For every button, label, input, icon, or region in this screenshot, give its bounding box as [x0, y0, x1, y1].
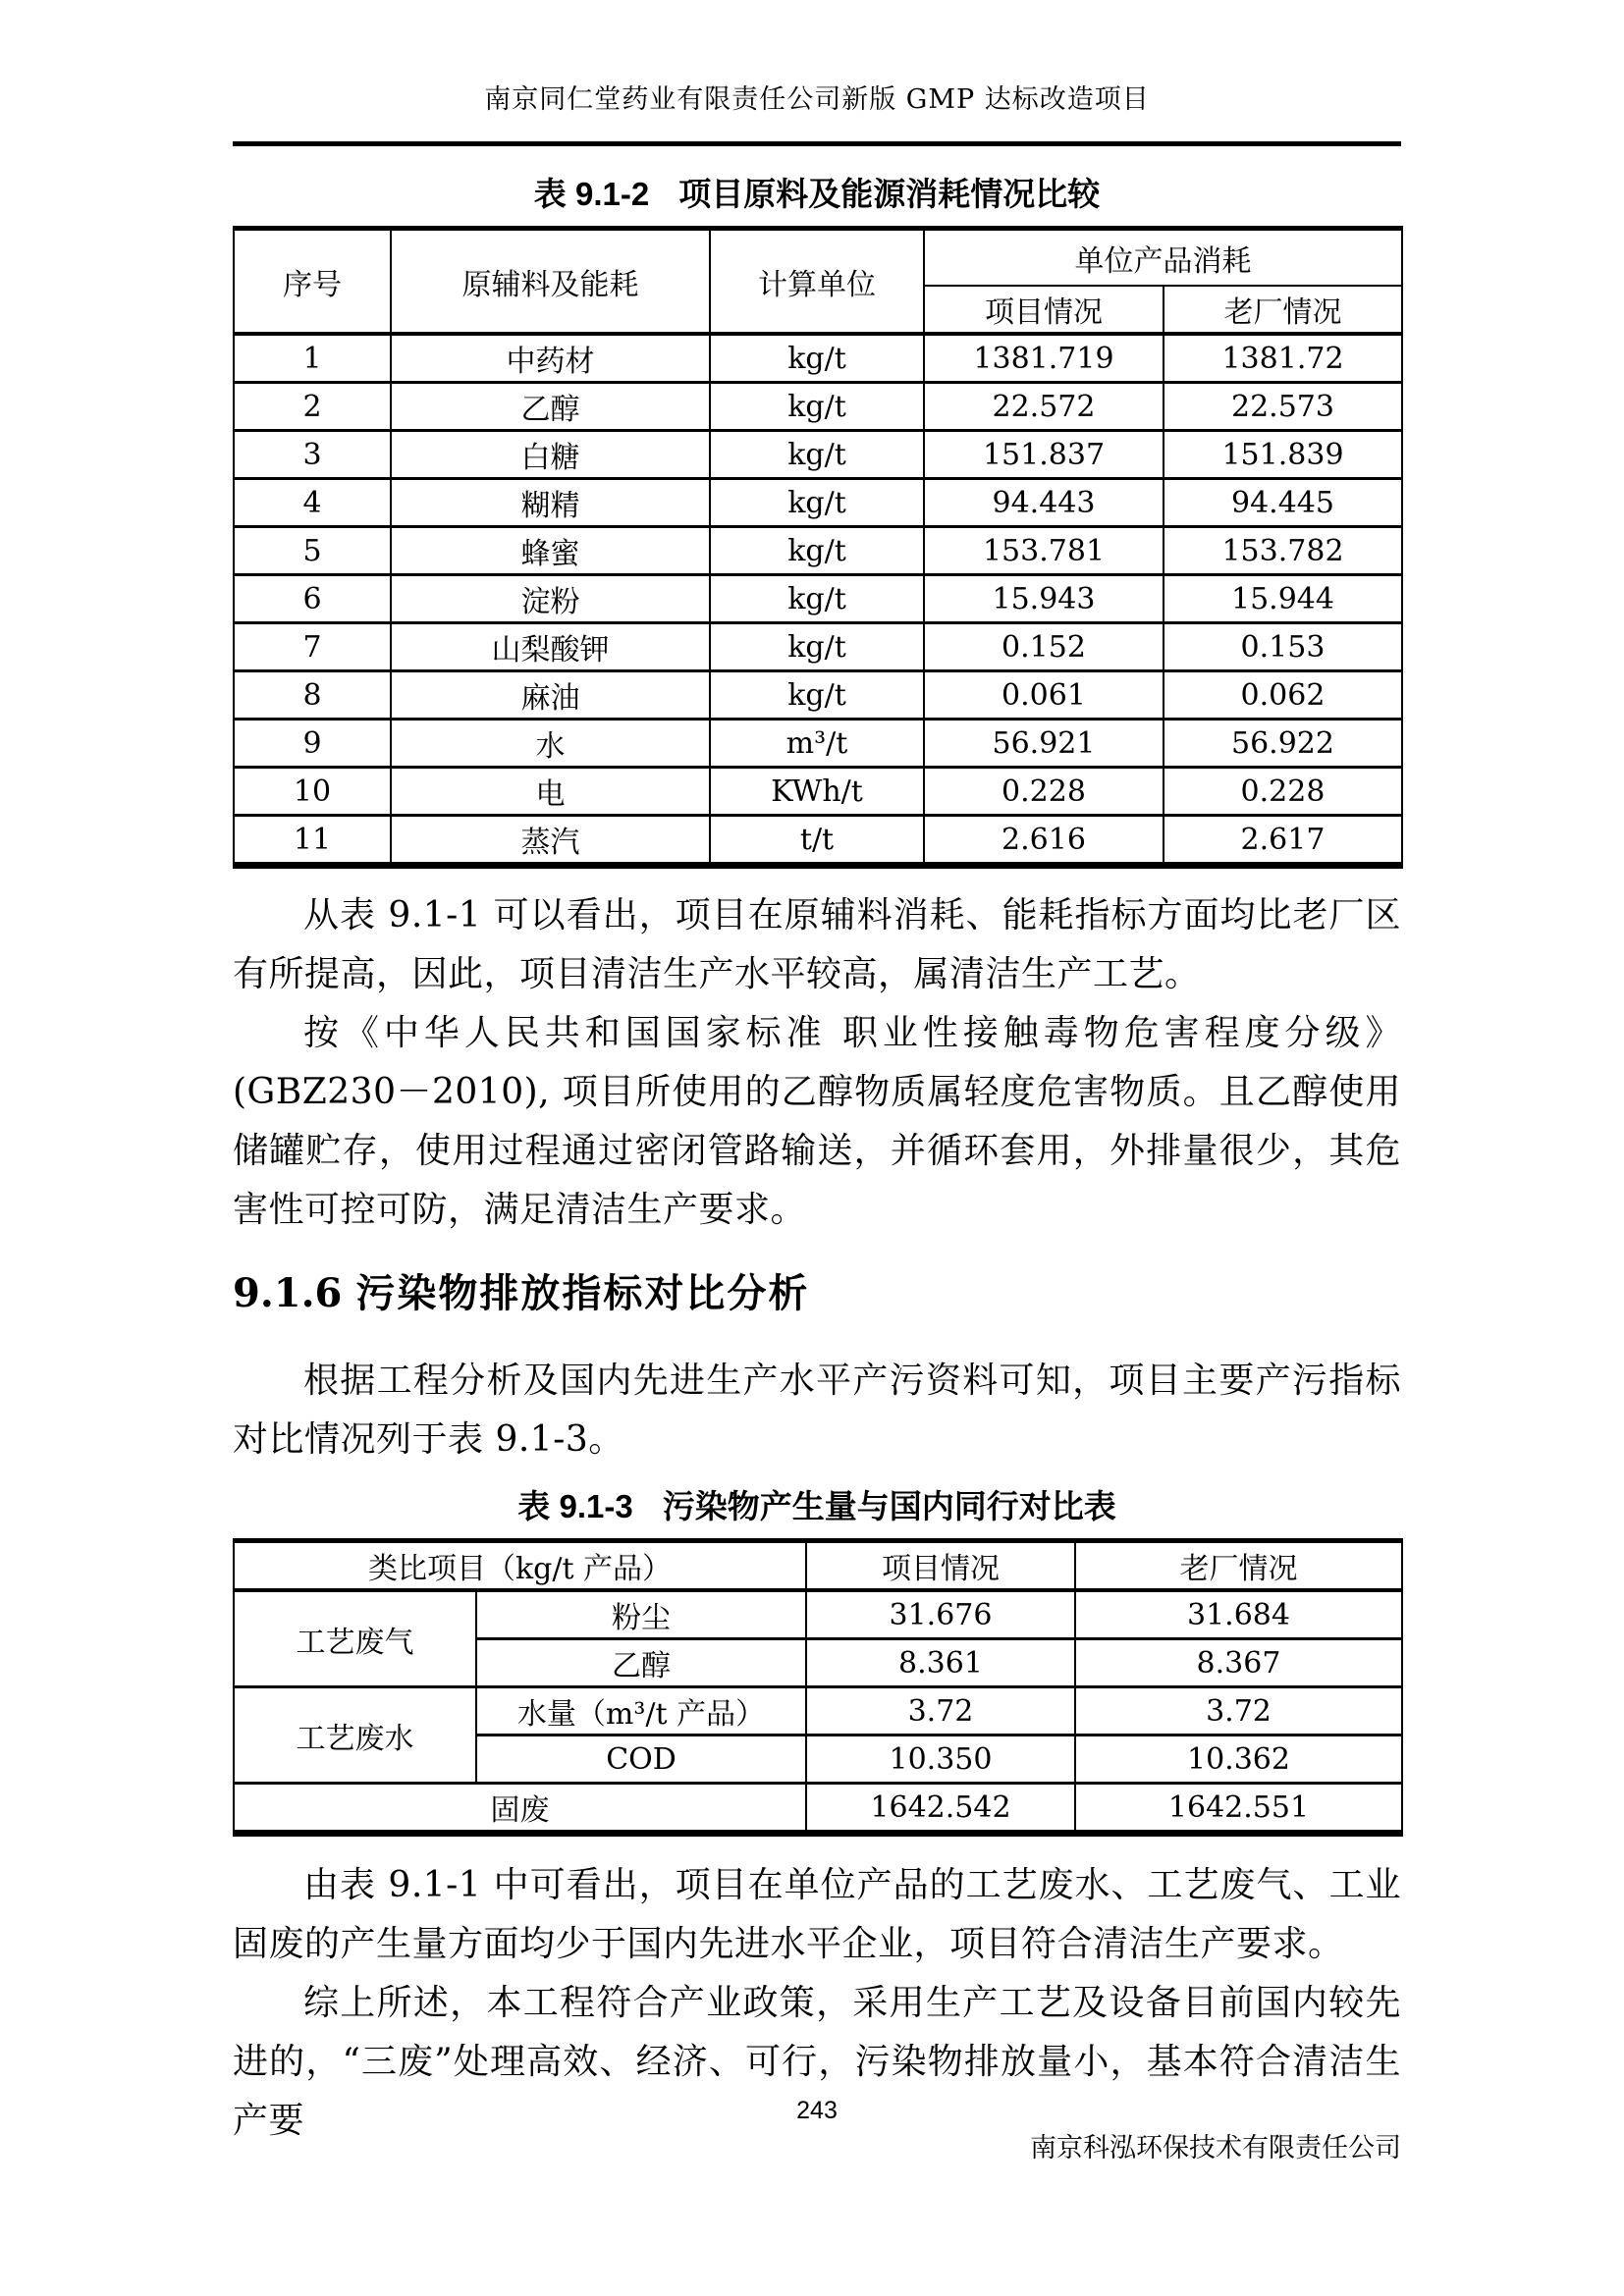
cell-index: 10 — [234, 768, 391, 816]
cell-old: 1642.551 — [1075, 1784, 1402, 1834]
cell-unit: kg/t — [710, 334, 924, 383]
cell-material: 麻油 — [391, 671, 710, 720]
table-row — [234, 383, 1402, 431]
col-header-project: 项目情况 — [924, 286, 1164, 334]
cell-pollutant: 粉尘 — [476, 1590, 806, 1639]
page-header — [233, 82, 1401, 146]
cell-index: 8 — [234, 671, 391, 720]
cell-project: 1642.542 — [806, 1784, 1075, 1834]
col-header-project: 项目情况 — [806, 1541, 1075, 1591]
table2-title-text: 污染物产生量与国内同行对比表 — [662, 1488, 1116, 1524]
cell-unit: kg/t — [710, 527, 924, 575]
cell-material: 蜂蜜 — [391, 527, 710, 575]
cell-project: 153.781 — [924, 527, 1164, 575]
cell-index: 11 — [234, 816, 391, 866]
cell-pollutant: 乙醇 — [476, 1639, 806, 1687]
cell-old: 3.72 — [1075, 1687, 1402, 1735]
cell-pollutant: COD — [476, 1735, 806, 1784]
paragraph-intro-table3: 根据工程分析及国内先进生产水平产污资料可知，项目主要产污指标对比情况列于表 9.1-3。 — [233, 1361, 1401, 1460]
paragraph-ethanol-hazard: 按《中华人民共和国国家标准 职业性接触毒物危害程度分级》(GBZ230－2010), 项目所使用的乙醇物质属轻度危害物质。且乙醇使用储罐贮存，使用过程通过密闭管路输送，并循环套用，外排量很少，其危害性可控可防，满足清洁生产要求。 — [233, 1013, 1401, 1230]
cell-unit: kg/t — [710, 383, 924, 431]
cell-old: 0.062 — [1164, 671, 1402, 720]
col-header-unit: 计算单位 — [710, 229, 924, 335]
cell-project: 2.616 — [924, 816, 1164, 866]
table-row — [234, 1687, 1402, 1735]
paragraph-conclusion-consumption: 从表 9.1-1 可以看出，项目在原辅料消耗、能耗指标方面均比老厂区有所提高，因此，项目清洁生产水平较高，属清洁生产工艺。 — [233, 895, 1401, 994]
cell-index: 4 — [234, 479, 391, 527]
table-row — [234, 816, 1402, 866]
table1-title-text: 项目原料及能源消耗情况比较 — [678, 176, 1101, 212]
table-row — [234, 768, 1402, 816]
col-header-material: 原辅料及能耗 — [391, 229, 710, 335]
cell-index: 2 — [234, 383, 391, 431]
cell-unit: kg/t — [710, 479, 924, 527]
cell-material: 乙醇 — [391, 383, 710, 431]
cell-material: 山梨酸钾 — [391, 623, 710, 671]
table2-title-label: 表 9.1-3 — [517, 1488, 633, 1524]
cell-material: 电 — [391, 768, 710, 816]
cell-index: 3 — [234, 431, 391, 479]
table-row — [234, 575, 1402, 623]
cell-group-waste-gas: 工艺废气 — [234, 1590, 476, 1687]
table-pollutant-comparison — [233, 1538, 1403, 1837]
table1-title — [233, 175, 1401, 214]
col-header-index: 序号 — [234, 229, 391, 335]
table-row — [234, 431, 1402, 479]
cell-project: 151.837 — [924, 431, 1164, 479]
cell-old: 0.228 — [1164, 768, 1402, 816]
table-row — [234, 527, 1402, 575]
cell-old: 15.944 — [1164, 575, 1402, 623]
section-number: 9.1.6 — [233, 1270, 343, 1316]
paragraph-conclusion-pollutants: 由表 9.1-1 中可看出，项目在单位产品的工艺废水、工艺废气、工业固废的产生量方面均少于国内先进水平企业，项目符合清洁生产要求。 — [233, 1865, 1401, 1964]
table-material-energy-consumption — [233, 226, 1403, 869]
cell-index: 6 — [234, 575, 391, 623]
cell-project: 3.72 — [806, 1687, 1075, 1735]
table-header-row — [234, 229, 1402, 287]
header-divider — [233, 141, 1401, 146]
col-header-old-plant: 老厂情况 — [1164, 286, 1402, 334]
section-title: 污染物排放指标对比分析 — [355, 1272, 810, 1315]
cell-old: 10.362 — [1075, 1735, 1402, 1784]
cell-unit: kg/t — [710, 431, 924, 479]
cell-material: 淀粉 — [391, 575, 710, 623]
cell-old: 31.684 — [1075, 1590, 1402, 1639]
cell-project: 1381.719 — [924, 334, 1164, 383]
cell-unit: kg/t — [710, 623, 924, 671]
cell-old: 56.922 — [1164, 720, 1402, 768]
cell-unit: m³/t — [710, 720, 924, 768]
cell-project: 0.152 — [924, 623, 1164, 671]
cell-project: 15.943 — [924, 575, 1164, 623]
table-row — [234, 623, 1402, 671]
cell-index: 5 — [234, 527, 391, 575]
cell-pollutant: 水量（m³/t 产品） — [476, 1687, 806, 1735]
col-header-item: 类比项目（kg/t 产品） — [234, 1541, 806, 1591]
cell-project: 56.921 — [924, 720, 1164, 768]
cell-old: 151.839 — [1164, 431, 1402, 479]
page-content — [233, 173, 1401, 2151]
cell-project: 8.361 — [806, 1639, 1075, 1687]
table-row — [234, 334, 1402, 383]
cell-index: 9 — [234, 720, 391, 768]
cell-material: 白糖 — [391, 431, 710, 479]
cell-old: 94.445 — [1164, 479, 1402, 527]
cell-old: 1381.72 — [1164, 334, 1402, 383]
cell-project: 0.061 — [924, 671, 1164, 720]
cell-material: 蒸汽 — [391, 816, 710, 866]
table2-title — [233, 1487, 1401, 1526]
cell-index: 1 — [234, 334, 391, 383]
cell-material: 水 — [391, 720, 710, 768]
cell-project: 10.350 — [806, 1735, 1075, 1784]
paragraph-summary: 综上所述，本工程符合产业政策，采用生产工艺及设备目前国内较先进的，“三废”处理高效、经济、可行，污染物排放量小，基本符合清洁生产要 — [233, 1983, 1401, 2141]
cell-project: 22.572 — [924, 383, 1164, 431]
cell-unit: kg/t — [710, 575, 924, 623]
cell-unit: t/t — [710, 816, 924, 866]
table-row-solid-waste — [234, 1784, 1402, 1834]
cell-project: 94.443 — [924, 479, 1164, 527]
table-row — [234, 479, 1402, 527]
cell-unit: KWh/t — [710, 768, 924, 816]
cell-old: 2.617 — [1164, 816, 1402, 866]
table-row — [234, 671, 1402, 720]
cell-unit: kg/t — [710, 671, 924, 720]
cell-group-waste-water: 工艺废水 — [234, 1687, 476, 1784]
table-row — [234, 720, 1402, 768]
cell-solid-waste-label: 固废 — [234, 1784, 806, 1834]
header-title: 南京同仁堂药业有限责任公司新版 GMP 达标改造项目 — [484, 84, 1150, 115]
table-row — [234, 1590, 1402, 1639]
cell-project: 31.676 — [806, 1590, 1075, 1639]
section-heading — [233, 1269, 1401, 1318]
cell-old: 153.782 — [1164, 527, 1402, 575]
table-header-row — [234, 1541, 1402, 1591]
cell-material: 中药材 — [391, 334, 710, 383]
cell-old: 0.153 — [1164, 623, 1402, 671]
cell-index: 7 — [234, 623, 391, 671]
cell-old: 8.367 — [1075, 1639, 1402, 1687]
table1-title-label: 表 9.1-2 — [533, 176, 650, 212]
footer-company: 南京科泓环保技术有限责任公司 — [1030, 2133, 1401, 2163]
col-header-consumption-group: 单位产品消耗 — [924, 229, 1402, 287]
page-number: 243 — [796, 2097, 838, 2124]
col-header-old-plant: 老厂情况 — [1075, 1541, 1402, 1591]
cell-old: 22.573 — [1164, 383, 1402, 431]
cell-material: 糊精 — [391, 479, 710, 527]
cell-project: 0.228 — [924, 768, 1164, 816]
